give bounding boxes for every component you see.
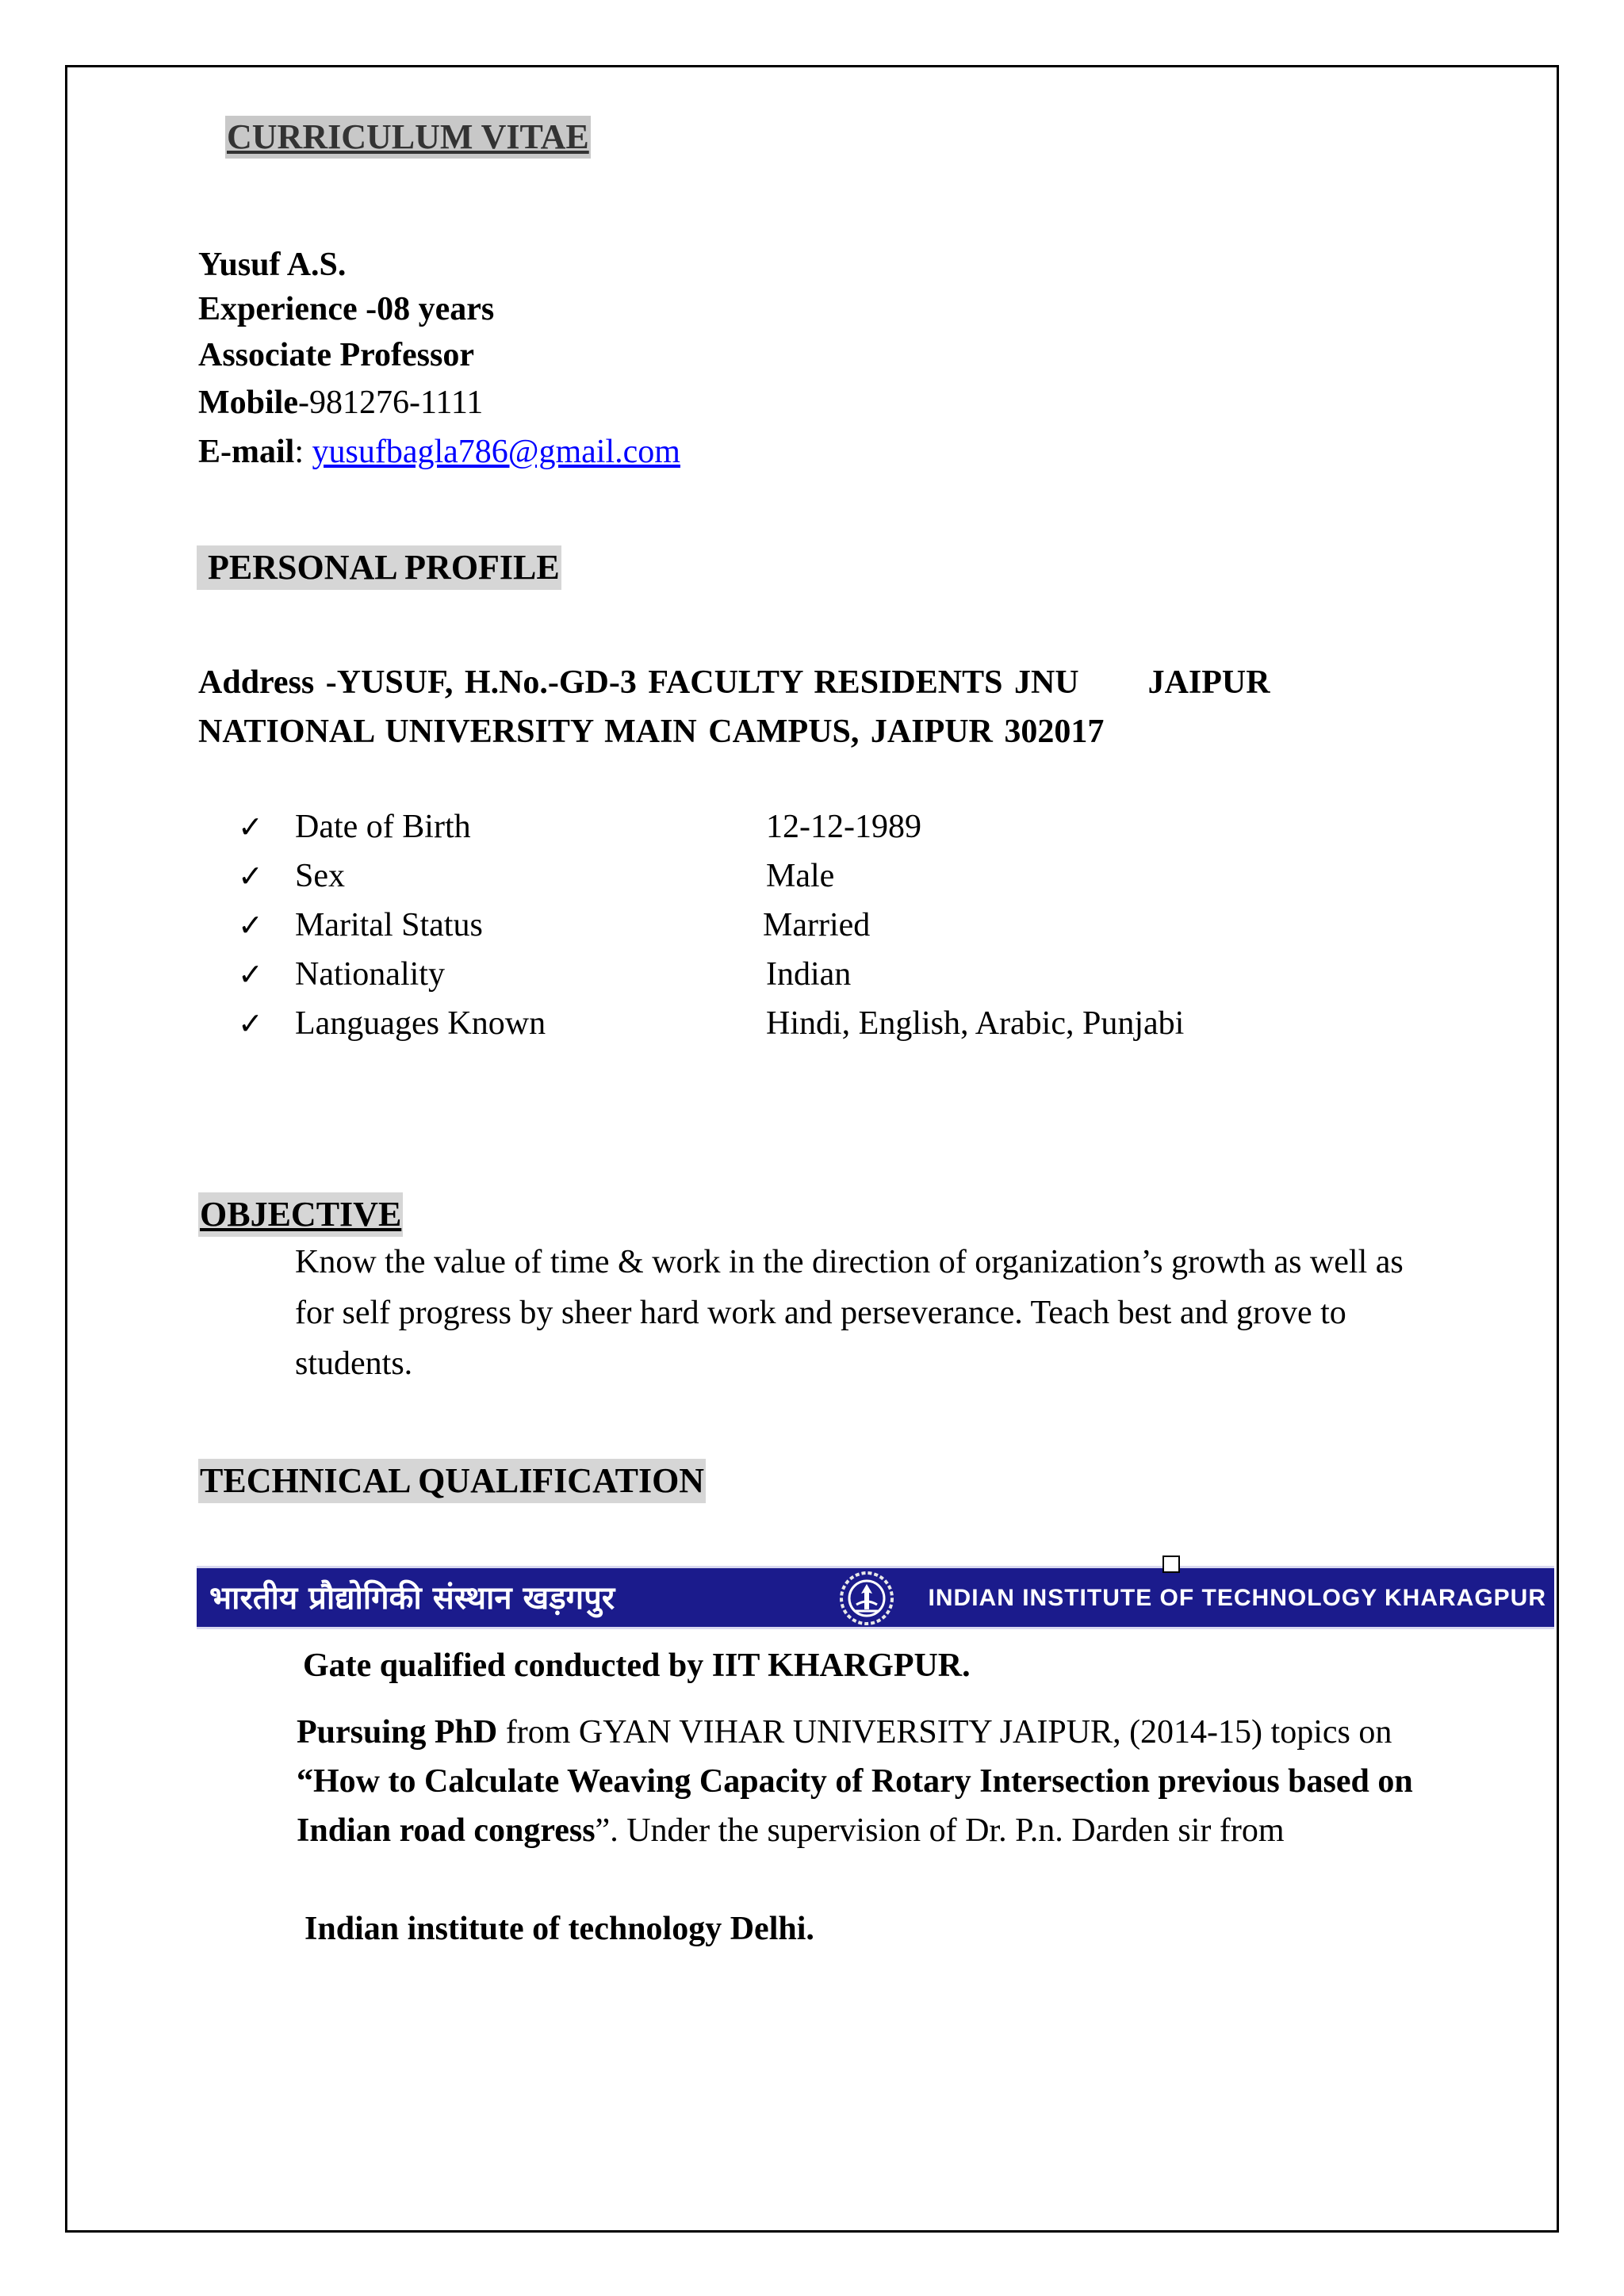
banner-hindi-text: भारतीय प्रौद्योगिकी संस्थान खड़गपुर (209, 1580, 615, 1617)
institute-line: Indian institute of technology Delhi. (304, 1911, 814, 1947)
phd-text-1: from GYAN VIHAR UNIVERSITY JAIPUR, (2014-15) topics on (497, 1714, 1392, 1751)
address-line-1: Address -YUSUF, H.No.-GD-3 FACULTY RESIDENTS JNU JAIPUR (198, 664, 1270, 701)
detail-marital-status (238, 901, 1184, 950)
banner-english-text: INDIAN INSTITUTE OF TECHNOLOGY KHARAGPUR (928, 1585, 1546, 1611)
checkmark-icon: ✓ (238, 809, 263, 844)
detail-date-of-birth (238, 802, 1184, 851)
experience: Experience -08 years (198, 291, 495, 327)
technical-qualification-heading: TECHNICAL QUALIFICATION (198, 1459, 706, 1503)
email-label: E-mail (198, 434, 295, 470)
document-title: CURRICULUM VITAE (225, 116, 591, 159)
detail-label: Nationality (295, 956, 445, 993)
detail-languages-known (238, 999, 1184, 1048)
address (198, 658, 1372, 756)
iit-kharagpur-banner (197, 1566, 1554, 1629)
selection-handle[interactable] (1162, 1556, 1180, 1573)
mobile-value: -981276-1111 (297, 385, 484, 421)
detail-value: Indian (766, 956, 852, 993)
detail-nationality (238, 950, 1184, 999)
mobile-line (198, 381, 483, 425)
checkmark-icon: ✓ (238, 957, 263, 992)
detail-value: Married (763, 907, 871, 943)
iit-emblem-icon (831, 1570, 902, 1627)
objective-text: Know the value of time & work in the direction of organization’s growth as well as for self progress by sheer hard work and perseverance. Teach best and grove to students. (295, 1244, 1404, 1382)
detail-label: Sex (295, 858, 345, 894)
personal-details-list (238, 802, 1184, 1048)
detail-label: Languages Known (295, 1005, 546, 1042)
checkmark-icon: ✓ (238, 1006, 263, 1041)
objective-heading: OBJECTIVE (198, 1192, 403, 1237)
email-link[interactable]: yusufbagla786@gmail.com (312, 434, 680, 470)
detail-value: Male (766, 858, 835, 894)
detail-value: Hindi, English, Arabic, Punjabi (766, 1005, 1185, 1042)
detail-label: Marital Status (295, 907, 483, 943)
address-line-2: NATIONAL UNIVERSITY MAIN CAMPUS, JAIPUR 302017 (198, 714, 1105, 750)
phd-label: Pursuing PhD (297, 1714, 498, 1751)
designation: Associate Professor (198, 337, 474, 373)
email-line (198, 430, 680, 474)
candidate-name: Yusuf A.S. (198, 247, 347, 283)
mobile-label: Mobile (198, 385, 298, 421)
detail-label: Date of Birth (295, 809, 471, 845)
checkmark-icon: ✓ (238, 908, 263, 943)
phd-topic: “How to Calculate Weaving Capacity of Rotary Intersection previous based on Indian road congress (297, 1763, 1413, 1849)
checkmark-icon: ✓ (238, 859, 263, 894)
phd-details (297, 1708, 1423, 1855)
personal-profile-heading: PERSONAL PROFILE (197, 545, 561, 590)
phd-text-2: ”. Under the supervision of Dr. P.n. Darden sir from (595, 1812, 1285, 1849)
detail-value: 12-12-1989 (766, 809, 921, 845)
gate-qualification: Gate qualified conducted by IIT KHARGPUR. (303, 1647, 971, 1684)
email-separator: : (294, 434, 312, 470)
detail-sex (238, 851, 1184, 901)
